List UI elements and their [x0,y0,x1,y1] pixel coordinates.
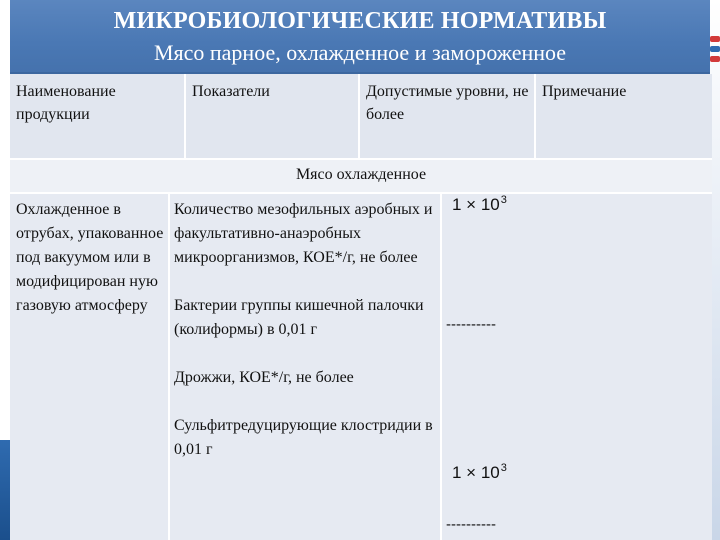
column-divider [534,74,536,158]
indicator-clostridia: Сульфитредуцирующие клостридии в 0,01 г [174,417,433,458]
column-header-indicators: Показатели [192,83,270,100]
column-divider [168,194,170,540]
column-divider [184,74,186,158]
product-name-cell: Охлажденное в отрубах, упакованное под вакуумом или в модифицирован ную газовую атмосферу [16,201,164,314]
value-clostridia: ---------- [446,516,496,533]
value-yeast: $1 \times 10^3$ [452,462,507,482]
column-divider [358,74,360,158]
indicator-mesophilic: Количество мезофильных аэробных и факультативно-анаэробных микроорганизмов, КОЕ*/г, не более [174,201,433,266]
title-bar [10,0,710,74]
indicator-yeast: Дрожжи, КОЕ*/г, не более [174,369,354,386]
column-header-product: Наименование продукции [16,83,116,123]
table-header-row [10,74,712,160]
section-row [10,160,712,194]
column-header-note: Примечание [542,83,627,100]
table-row [10,194,712,540]
norms-table [10,74,712,540]
column-divider [440,194,442,540]
value-mesophilic: $1 \times 10^3$ [452,194,507,214]
page-title: МИКРОБИОЛОГИЧЕСКИЕ НОРМАТИВЫ [113,8,607,34]
page-subtitle: Мясо парное, охлажденное и замороженное [153,40,567,65]
section-label: Мясо охлажденное [295,166,427,183]
logo-icon [710,36,720,76]
indicator-coliforms: Бактерии группы кишечной палочки (колиформы) в 0,01 г [174,297,424,338]
value-coliforms: ---------- [446,316,496,333]
column-header-levels: Допустимые уровни, не более [366,83,529,123]
indicators-cell [174,198,440,462]
